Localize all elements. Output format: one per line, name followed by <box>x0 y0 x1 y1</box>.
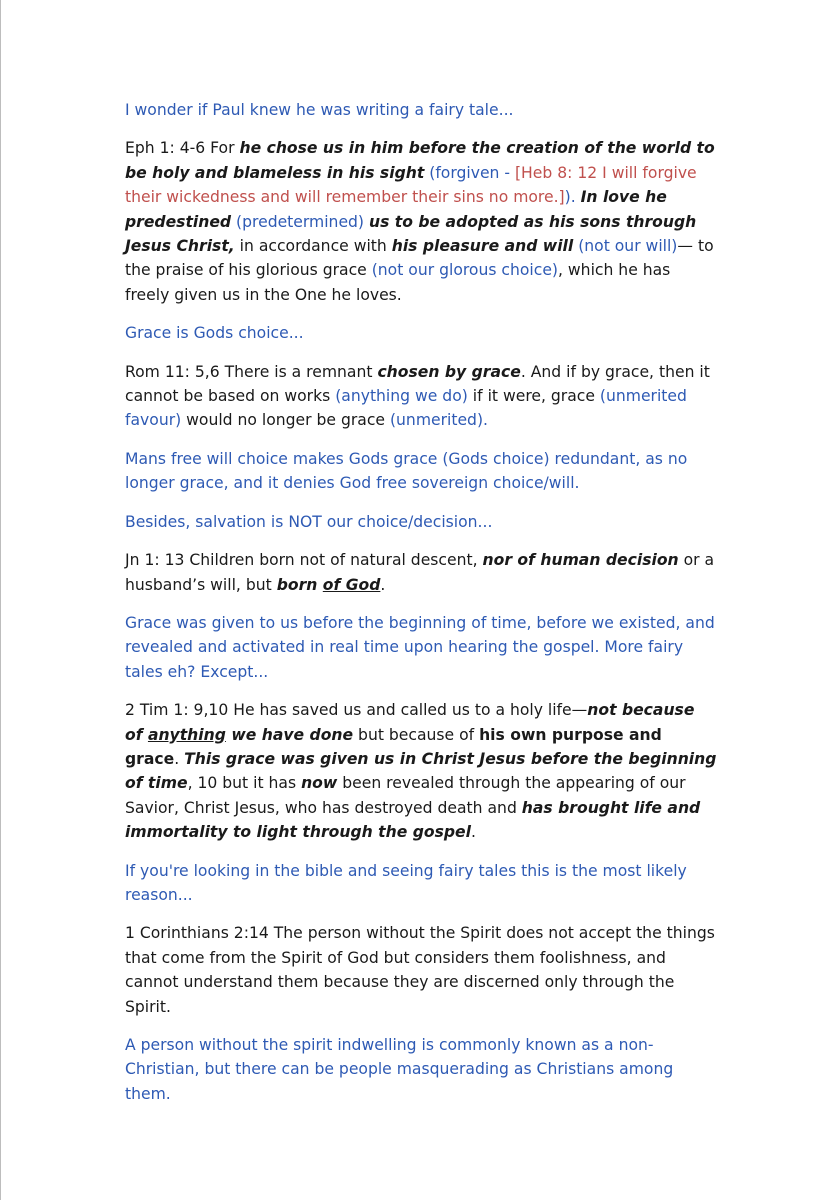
emphasis-span: has brought life and immortality to light through the gospel <box>125 798 701 842</box>
comment-paragraph-2: Grace is Gods choice... <box>125 324 304 343</box>
text-span: 2 Tim 1: 9,10 He has saved us and called us to a holy life— <box>125 701 588 720</box>
comment-span: (forgiven - <box>424 163 515 182</box>
emphasis-span: In love he predestined <box>125 188 667 231</box>
emphasis-span: not because of <box>125 701 695 744</box>
emphasis-span: chosen by grace <box>377 362 521 381</box>
text-span: . And if by grace, then it cannot be based on works <box>125 362 710 406</box>
text-span: if it were, grace <box>467 387 600 406</box>
text-span: Eph 1: 4-6 For <box>125 139 240 158</box>
comment-span: ). <box>564 188 581 207</box>
scripture-paragraph-ephesians <box>125 136 717 307</box>
bold-span: his own purpose and grace <box>125 725 662 768</box>
scripture-paragraph-john <box>125 548 717 597</box>
text-span: . <box>380 575 386 594</box>
emphasis-span: us to be adopted as his sons through Jesus Christ, <box>125 212 697 256</box>
emphasis-span: his pleasure and will <box>391 237 574 256</box>
emphasis-span: now <box>301 774 338 793</box>
comment-paragraph-4: Besides, salvation is NOT our choice/decision... <box>125 512 493 531</box>
underlined-emphasis-span: of God <box>322 575 381 594</box>
emphasis-span: This grace was given us in Christ Jesus before the beginning of time <box>125 749 717 793</box>
emphasis-span: we have done <box>225 725 354 744</box>
text-span: , which he has freely given us in the One he loves. <box>125 261 671 304</box>
comment-paragraph-1: I wonder if Paul knew he was writing a fairy tale... <box>125 101 514 119</box>
text-span: in accordance with <box>234 237 392 256</box>
text-span: Rom 11: 5,6 There is a remnant <box>125 362 378 381</box>
text-span: but because of <box>353 725 480 744</box>
text-span: — to the praise of his glorious grace <box>125 237 714 280</box>
comment-paragraph-6: If you're looking in the bible and seeing fairy tales this is the most likely reason... <box>125 861 687 904</box>
text-span: Jn 1: 13 Children born not of natural descent, <box>125 551 483 570</box>
emphasis-span: born <box>276 575 323 594</box>
document-body <box>125 98 717 1120</box>
comment-paragraph-3: Mans free will choice makes Gods grace (Gods choice) redundant, as no longer grace, and it denies God free sovereign choice/will. <box>125 449 688 493</box>
comment-span: (unmerited). <box>389 411 488 430</box>
text-span: , 10 but it has <box>187 774 302 793</box>
emphasis-span: he chose us in him before the creation of the world to be holy and blameless in his sight <box>125 139 715 182</box>
cross-reference-span: [Heb 8: 12 I will forgive their wickedness and will remember their sins no more.] <box>125 163 697 207</box>
comment-span: (not our glorous choice) <box>371 261 559 280</box>
text-span: or a husband’s will, but <box>125 551 715 594</box>
text-span: been revealed through the appearing of our Savior, Christ Jesus, who has destroyed death and <box>125 774 686 817</box>
scripture-paragraph-corinthians: 1 Corinthians 2:14 The person without the Spirit does not accept the things that come from the Spirit of God but considers them foolishness, and cannot understand them because they are discerned only through the Spirit. <box>125 924 715 1016</box>
comment-paragraph-5: Grace was given to us before the beginning of time, before we existed, and revealed and activated in real time upon hearing the gospel. More fairy tales eh? Except... <box>125 613 715 681</box>
text-span: . <box>174 749 185 768</box>
scripture-paragraph-timothy <box>125 698 717 844</box>
text-span: would no longer be grace <box>181 411 390 430</box>
emphasis-span: nor of human decision <box>482 551 679 570</box>
scripture-paragraph-romans <box>125 360 717 433</box>
comment-span: (predetermined) <box>231 212 369 231</box>
comment-span: (anything we do) <box>335 387 468 406</box>
text-span: . <box>470 823 476 842</box>
comment-span: (not our will) <box>573 237 678 256</box>
comment-span: (unmerited favour) <box>125 387 687 430</box>
underlined-emphasis-span: anything <box>147 725 226 744</box>
page-left-edge <box>0 0 1 1200</box>
comment-paragraph-7: A person without the spirit indwelling is commonly known as a non-Christian, but there can be people masquerading as Christians among them. <box>125 1036 674 1103</box>
